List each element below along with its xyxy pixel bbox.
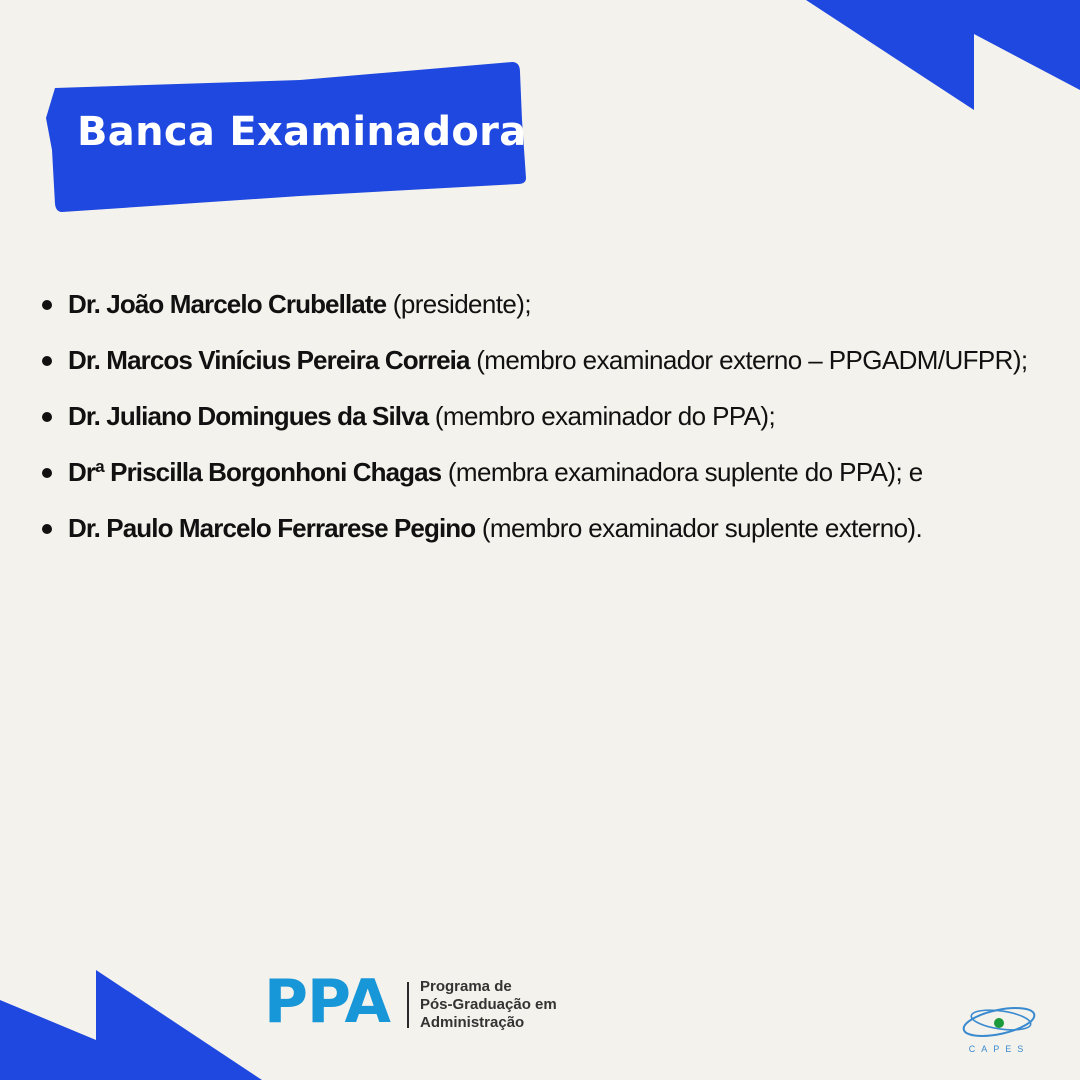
bullet-icon: [42, 300, 52, 310]
capes-wordmark: CAPES: [968, 1044, 1030, 1054]
member-role: (membro examinador do PPA);: [428, 401, 776, 431]
capes-logo: [958, 994, 1040, 1058]
logo-divider: [407, 982, 409, 1028]
member-name: Dr. Paulo Marcelo Ferrarese Pegino: [68, 513, 476, 543]
list-item: [40, 500, 1070, 556]
member-name: Dr. Juliano Domingues da Silva: [68, 401, 429, 431]
logo-caption: [420, 978, 557, 1032]
list-item: [40, 332, 1070, 388]
list-item: [40, 444, 1070, 500]
member-name: Dr. João Marcelo Crubellate: [68, 289, 387, 319]
capes-emblem-icon: [958, 994, 1040, 1044]
member-role: (presidente);: [386, 289, 531, 319]
member-role: (membra examinadora suplente do PPA); e: [441, 457, 923, 487]
member-list: [40, 276, 1070, 556]
logo-caption-line: Administração: [420, 1014, 525, 1031]
bullet-icon: [42, 468, 52, 478]
bullet-icon: [42, 412, 52, 422]
logo-caption-line: Programa de: [420, 978, 512, 995]
bullet-icon: [42, 356, 52, 366]
member-name: Dr. Marcos Vinícius Pereira Correia: [68, 345, 470, 375]
logo-caption-line: Pós-Graduação em: [420, 996, 557, 1013]
list-item: [40, 276, 1070, 332]
member-role: (membro examinador suplente externo).: [475, 513, 923, 543]
ppa-wordmark: PPA: [264, 967, 390, 1037]
page-title: Banca Examinadora: [77, 109, 527, 155]
member-name: Drª Priscilla Borgonhoni Chagas: [68, 457, 442, 487]
list-item: [40, 388, 1070, 444]
bullet-icon: [42, 524, 52, 534]
member-role: (membro examinador externo – PPGADM/UFPR);: [469, 345, 1028, 375]
